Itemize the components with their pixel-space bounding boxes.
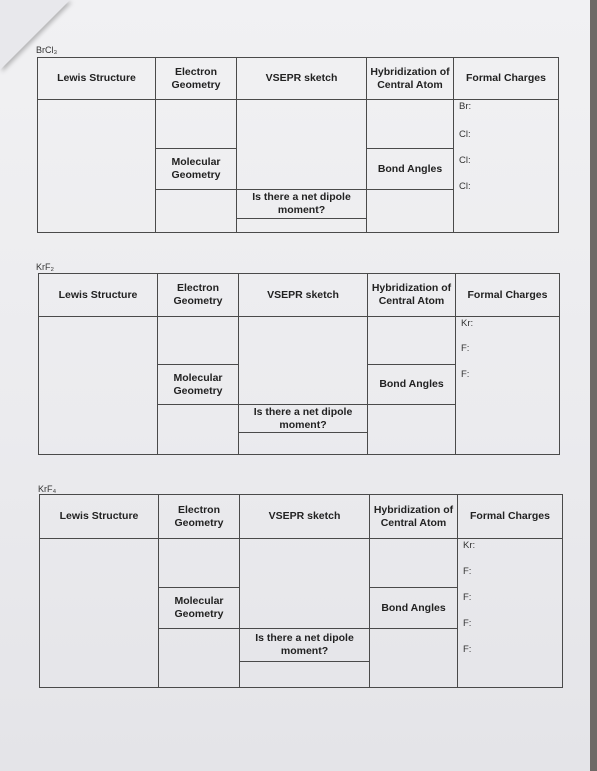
header-formal-charges: Formal Charges: [455, 273, 560, 317]
formal-charge-label: Kr:: [461, 318, 474, 329]
electron-geometry-cell[interactable]: [155, 99, 237, 149]
dipole-answer-cell[interactable]: [236, 218, 367, 233]
electron-geometry-cell[interactable]: [158, 538, 240, 588]
formal-charge-label: F:: [461, 343, 470, 354]
dipole-answer-cell[interactable]: [238, 432, 368, 455]
formula-label: BrCl₃: [36, 45, 58, 55]
label-bond-angles: Bond Angles: [367, 364, 456, 405]
bond-angles-cell[interactable]: [369, 628, 458, 688]
formal-charges-cell[interactable]: [455, 316, 560, 455]
header-electron-geometry: Electron Geometry: [157, 273, 239, 317]
label-molecular-geometry: Molecular Geometry: [158, 587, 240, 629]
bond-angles-cell[interactable]: [366, 189, 454, 233]
label-dipole: Is there a net dipole moment?: [236, 189, 367, 219]
lewis-structure-cell[interactable]: [39, 538, 159, 688]
formal-charge-label: F:: [463, 618, 472, 629]
formal-charge-label: F:: [463, 566, 472, 577]
lewis-structure-cell[interactable]: [38, 316, 158, 455]
header-hybridization: Hybridization of Central Atom: [369, 494, 458, 539]
formal-charge-label: Br:: [459, 101, 472, 112]
formal-charge-label: Kr:: [463, 540, 476, 551]
formal-charge-label: Cl:: [459, 129, 471, 140]
header-vsepr: VSEPR sketch: [238, 273, 368, 317]
formula-label: KrF₄: [38, 484, 57, 494]
header-lewis: Lewis Structure: [37, 57, 156, 100]
vsepr-sketch-cell[interactable]: [238, 316, 368, 405]
formula-label: KrF₂: [36, 262, 54, 272]
header-vsepr: VSEPR sketch: [236, 57, 367, 100]
label-molecular-geometry: Molecular Geometry: [157, 364, 239, 405]
header-hybridization: Hybridization of Central Atom: [367, 273, 456, 317]
hybridization-cell[interactable]: [369, 538, 458, 588]
formal-charge-label: Cl:: [459, 155, 471, 166]
header-electron-geometry: Electron Geometry: [158, 494, 240, 539]
header-vsepr: VSEPR sketch: [239, 494, 370, 539]
molecular-geometry-cell[interactable]: [157, 404, 239, 455]
vsepr-sketch-cell[interactable]: [239, 538, 370, 629]
formal-charge-label: F:: [463, 644, 472, 655]
formal-charges-cell[interactable]: [453, 99, 559, 233]
label-dipole: Is there a net dipole moment?: [239, 628, 370, 662]
bond-angles-cell[interactable]: [367, 404, 456, 455]
header-formal-charges: Formal Charges: [453, 57, 559, 100]
label-bond-angles: Bond Angles: [366, 148, 454, 190]
header-hybridization: Hybridization of Central Atom: [366, 57, 454, 100]
formal-charge-label: Cl:: [459, 181, 471, 192]
vsepr-sketch-cell[interactable]: [236, 99, 367, 190]
hybridization-cell[interactable]: [366, 99, 454, 149]
label-dipole: Is there a net dipole moment?: [238, 404, 368, 433]
label-molecular-geometry: Molecular Geometry: [155, 148, 237, 190]
molecular-geometry-cell[interactable]: [158, 628, 240, 688]
formal-charge-label: F:: [461, 369, 470, 380]
header-lewis: Lewis Structure: [39, 494, 159, 539]
lewis-structure-cell[interactable]: [37, 99, 156, 233]
label-bond-angles: Bond Angles: [369, 587, 458, 629]
molecular-geometry-cell[interactable]: [155, 189, 237, 233]
formal-charges-cell[interactable]: [457, 538, 563, 688]
formal-charge-label: F:: [463, 592, 472, 603]
electron-geometry-cell[interactable]: [157, 316, 239, 365]
hybridization-cell[interactable]: [367, 316, 456, 365]
header-lewis: Lewis Structure: [38, 273, 158, 317]
dipole-answer-cell[interactable]: [239, 661, 370, 688]
header-formal-charges: Formal Charges: [457, 494, 563, 539]
header-electron-geometry: Electron Geometry: [155, 57, 237, 100]
